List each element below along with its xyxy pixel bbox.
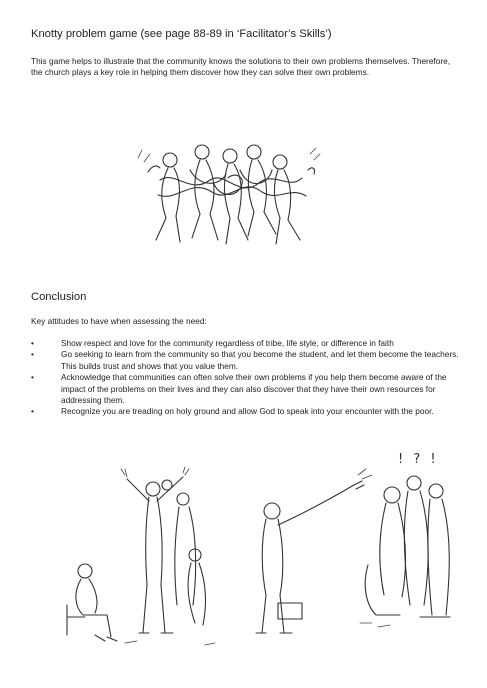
list-item-text: Acknowledge that communities can often solve their own problems if you help them become aware of the impact of the problems on their lives and they can also discover that they have their own resources for addressing them. (61, 372, 447, 406)
list-item (31, 349, 471, 372)
bullet-icon: • (31, 349, 34, 360)
listening-group-illustration (55, 455, 220, 655)
attitudes-list (31, 338, 471, 418)
key-attitudes-intro: Key attitudes to have when assessing the need: (31, 316, 207, 326)
list-item (31, 406, 471, 417)
bullet-icon: • (31, 406, 34, 417)
list-item (31, 338, 471, 349)
intro-paragraph: This game helps to illustrate that the community knows the solutions to their own problems themselves. Therefore, the church plays a key role in helping them discover how they can solve their own problems. (31, 56, 451, 78)
exclaim-marks: ! ? ! (398, 452, 439, 467)
page-title: Knotty problem game (see page 88-89 in ‘Facilitator’s Skills’) (31, 28, 332, 40)
list-item (31, 372, 471, 406)
knot-game-illustration (130, 140, 325, 255)
list-item-text: Recognize you are treading on holy ground and allow God to speak into your encounter with the poor. (61, 406, 434, 417)
list-item-text: Show respect and love for the community regardless of tribe, life style, or difference in faith (61, 338, 394, 348)
conclusion-heading: Conclusion (31, 291, 87, 303)
bullet-icon: • (31, 372, 34, 383)
list-item-text: Go seeking to learn from the community so that you become the student, and let them become the teachers. This builds trust and shows that you value them. (61, 349, 459, 371)
teaching-illustration (250, 455, 465, 655)
bullet-icon: • (31, 338, 34, 348)
